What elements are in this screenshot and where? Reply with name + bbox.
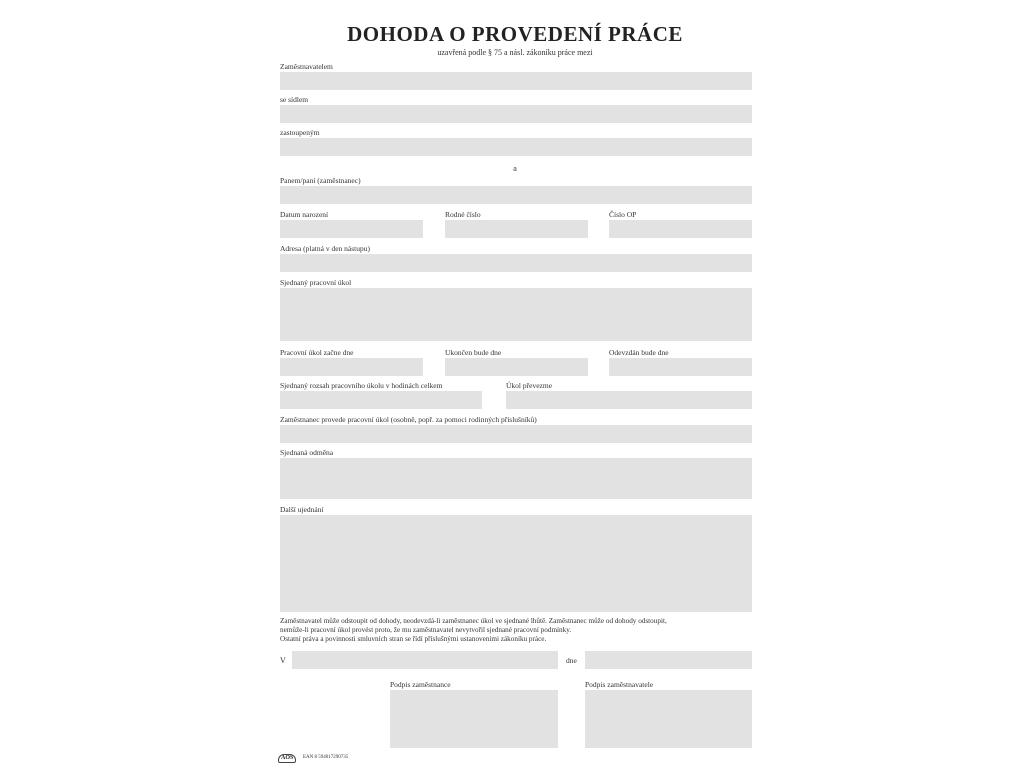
task-field[interactable] [280, 288, 752, 341]
and-text: a [513, 164, 517, 173]
employee-field[interactable] [280, 186, 752, 204]
employer-label: Zaměstnavatelem [280, 62, 333, 71]
hours-label: Sjednaný rozsah pracovního úkolu v hodinách celkem [280, 381, 443, 390]
start-label: Pracovní úkol začne dne [280, 348, 354, 357]
performs-label: Zaměstnanec provede pracovní úkol (osobně, popř. za pomoci rodinných příslušníků) [280, 415, 537, 424]
birth-number-label: Rodné číslo [445, 210, 481, 219]
seat-field[interactable] [280, 105, 752, 123]
place-label: V [280, 656, 286, 665]
taken-over-label: Úkol převezme [506, 381, 553, 390]
birth-date-label: Datum narození [280, 210, 329, 219]
represented-label: zastoupeným [280, 128, 320, 137]
legal-line-3: Ostatní práva a povinnosti smluvních stran se řídí příslušnými ustanoveními zákoníku práce. [280, 635, 547, 643]
form-sheet [268, 18, 762, 766]
form-title: DOHODA O PROVEDENÍ PRÁCE [347, 22, 683, 46]
birth-date-field[interactable] [280, 220, 423, 238]
task-label: Sjednaný pracovní úkol [280, 278, 352, 287]
hours-field[interactable] [280, 391, 482, 409]
legal-paragraph [280, 617, 752, 644]
delivered-label: Odevzdán bude dne [609, 348, 669, 357]
sign-employer-label: Podpis zaměstnavatele [585, 680, 654, 689]
id-number-label: Číslo OP [609, 210, 637, 219]
place-field[interactable] [292, 651, 558, 669]
end-label: Ukončen bude dne [445, 348, 502, 357]
other-field[interactable] [280, 515, 752, 612]
publisher-logo: AOS [278, 754, 296, 763]
address-label: Adresa (platná v den nástupu) [280, 244, 370, 253]
date-field[interactable] [585, 651, 752, 669]
employer-field[interactable] [280, 72, 752, 90]
represented-field[interactable] [280, 138, 752, 156]
end-field[interactable] [445, 358, 588, 376]
id-number-field[interactable] [609, 220, 752, 238]
delivered-field[interactable] [609, 358, 752, 376]
employee-label: Panem/paní (zaměstnanec) [280, 176, 361, 185]
legal-line-1: Zaměstnavatel může odstoupit od dohody, neodevzdá-li zaměstnanec úkol ve sjednané lhůtě. Zaměstnanec může od dohody odstoupit, [280, 617, 667, 625]
sign-employee-label: Podpis zaměstnance [390, 680, 451, 689]
legal-line-2: nemůže-li pracovní úkol provést proto, že mu zaměstnavatel nevytvořil sjednané pracovní podmínky. [280, 626, 572, 634]
taken-over-field[interactable] [506, 391, 752, 409]
other-label: Další ujednání [280, 505, 324, 514]
sign-employer-field[interactable] [585, 690, 752, 748]
reward-label: Sjednaná odměna [280, 448, 334, 457]
performs-field[interactable] [280, 425, 752, 443]
sign-employee-field[interactable] [390, 690, 558, 748]
address-field[interactable] [280, 254, 752, 272]
ean-code: EAN 8 594017290735 [303, 755, 349, 760]
seat-label: se sídlem [280, 95, 309, 104]
birth-number-field[interactable] [445, 220, 588, 238]
start-field[interactable] [280, 358, 423, 376]
reward-field[interactable] [280, 458, 752, 499]
date-label: dne [566, 656, 577, 665]
form-subtitle: uzavřená podle § 75 a násl. zákoníku práce mezi [437, 48, 593, 57]
